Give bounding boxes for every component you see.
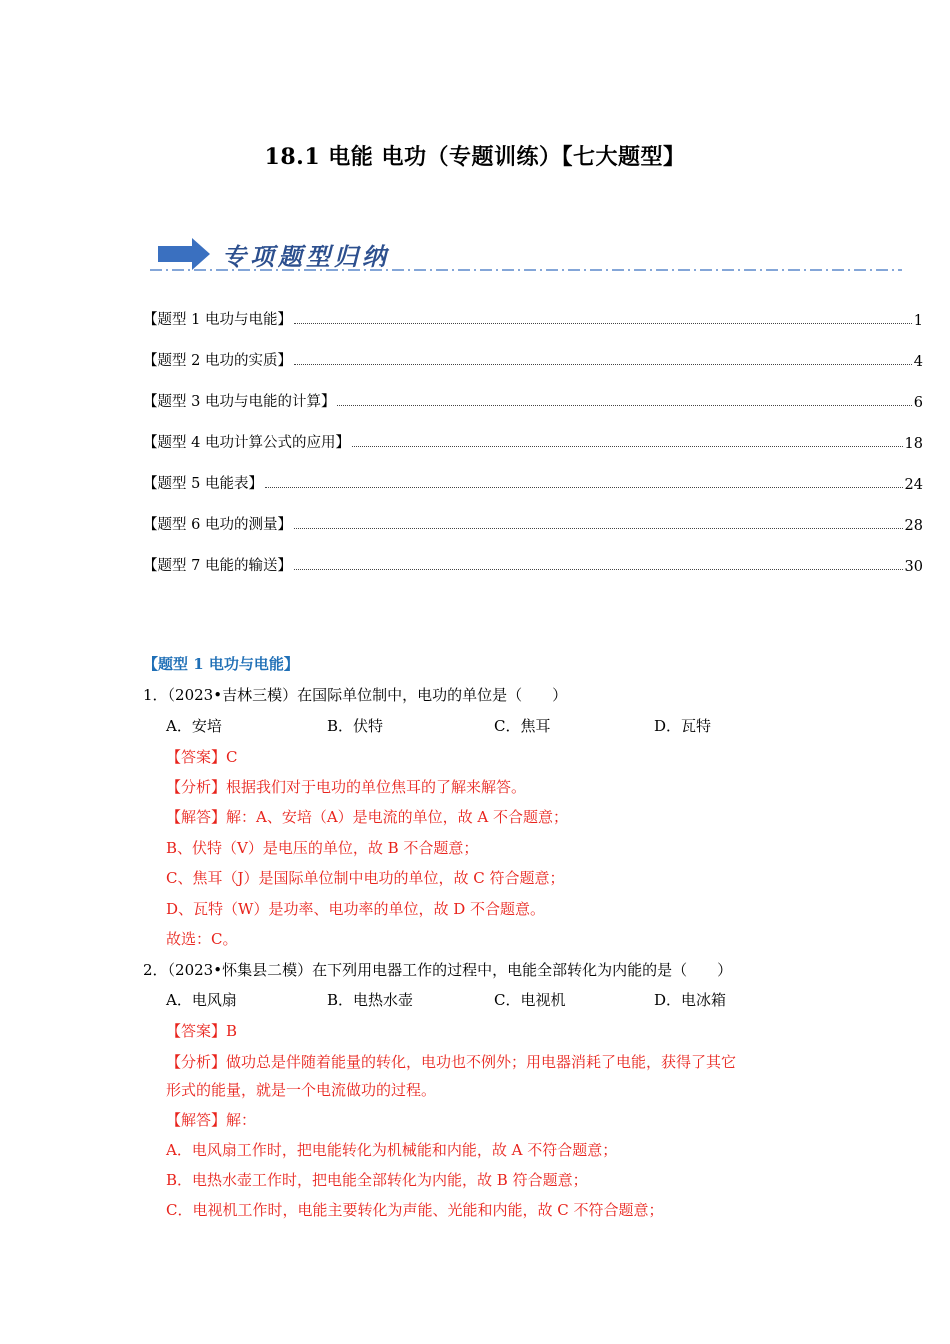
q2-option-b: B．电热水壶 xyxy=(327,991,414,1009)
question-2-stem: 2．（2023•怀集县二模）在下列用电器工作的过程中，电能全部转化为内能的是（ ） xyxy=(143,961,733,979)
toc-entry-5[interactable]: 【题型 5 电能表】 24 xyxy=(143,476,923,493)
q1-analysis: 【分析】根据我们对于电功的单位焦耳的了解来解答。 xyxy=(166,778,527,796)
q1-solution-line: 【解答】解：A、安培（A）是电流的单位，故 A 不合题意； xyxy=(166,808,569,826)
arrow-right-icon xyxy=(158,238,210,270)
q1-answer: 【答案】C xyxy=(166,748,238,766)
q1-option-b: B．伏特 xyxy=(327,717,384,735)
q1-solution-line: B、伏特（V）是电压的单位，故 B 不合题意； xyxy=(166,839,479,857)
q2-solution-line: B．电热水壶工作时，把电能全部转化为内能，故 B 符合题意； xyxy=(166,1171,588,1189)
toc-entry-3[interactable]: 【题型 3 电功与电能的计算】 6 xyxy=(143,394,923,411)
toc-entry-6[interactable]: 【题型 6 电功的测量】 28 xyxy=(143,517,923,534)
q2-answer: 【答案】B xyxy=(166,1022,238,1040)
section-heading: 【题型 1 电功与电能】 xyxy=(143,655,299,673)
q2-solution-line: 【解答】解： xyxy=(166,1111,257,1129)
q2-option-d: D．电冰箱 xyxy=(654,991,727,1009)
q1-option-a: A．安培 xyxy=(166,717,222,735)
banner-title: 专项题型归纳 xyxy=(222,243,390,271)
q1-option-c: C．焦耳 xyxy=(494,717,551,735)
q1-solution-line: C、焦耳（J）是国际单位制中电功的单位，故 C 符合题意； xyxy=(166,869,565,887)
question-1-stem: 1．（2023•吉林三模）在国际单位制中，电功的单位是（ ） xyxy=(143,686,568,704)
q1-solution-line: D、瓦特（W）是功率、电功率的单位，故 D 不合题意。 xyxy=(166,900,546,918)
toc-entry-7[interactable]: 【题型 7 电能的输送】 30 xyxy=(143,558,923,575)
document-title: 18.1 电能 电功（专题训练）【七大题型】 xyxy=(264,144,686,170)
q1-option-d: D．瓦特 xyxy=(654,717,712,735)
q2-solution-line: A．电风扇工作时，把电能转化为机械能和内能，故 A 不符合题意； xyxy=(166,1141,618,1159)
q1-solution-line: 故选：C。 xyxy=(166,930,238,948)
toc-entry-4[interactable]: 【题型 4 电功计算公式的应用】 18 xyxy=(143,435,923,452)
q2-analysis-line: 形式的能量，就是一个电流做功的过程。 xyxy=(166,1081,437,1099)
toc-entry-2[interactable]: 【题型 2 电功的实质】 4 xyxy=(143,353,923,370)
q2-solution-line: C．电视机工作时，电能主要转化为声能、光能和内能，故 C 不符合题意； xyxy=(166,1201,664,1219)
toc-entry-1[interactable]: 【题型 1 电功与电能】 1 xyxy=(143,312,923,329)
q2-option-c: C．电视机 xyxy=(494,991,566,1009)
q2-analysis-line: 【分析】做功总是伴随着能量的转化，电功也不例外；用电器消耗了电能，获得了其它 xyxy=(166,1053,737,1071)
q2-option-a: A．电风扇 xyxy=(166,991,237,1009)
